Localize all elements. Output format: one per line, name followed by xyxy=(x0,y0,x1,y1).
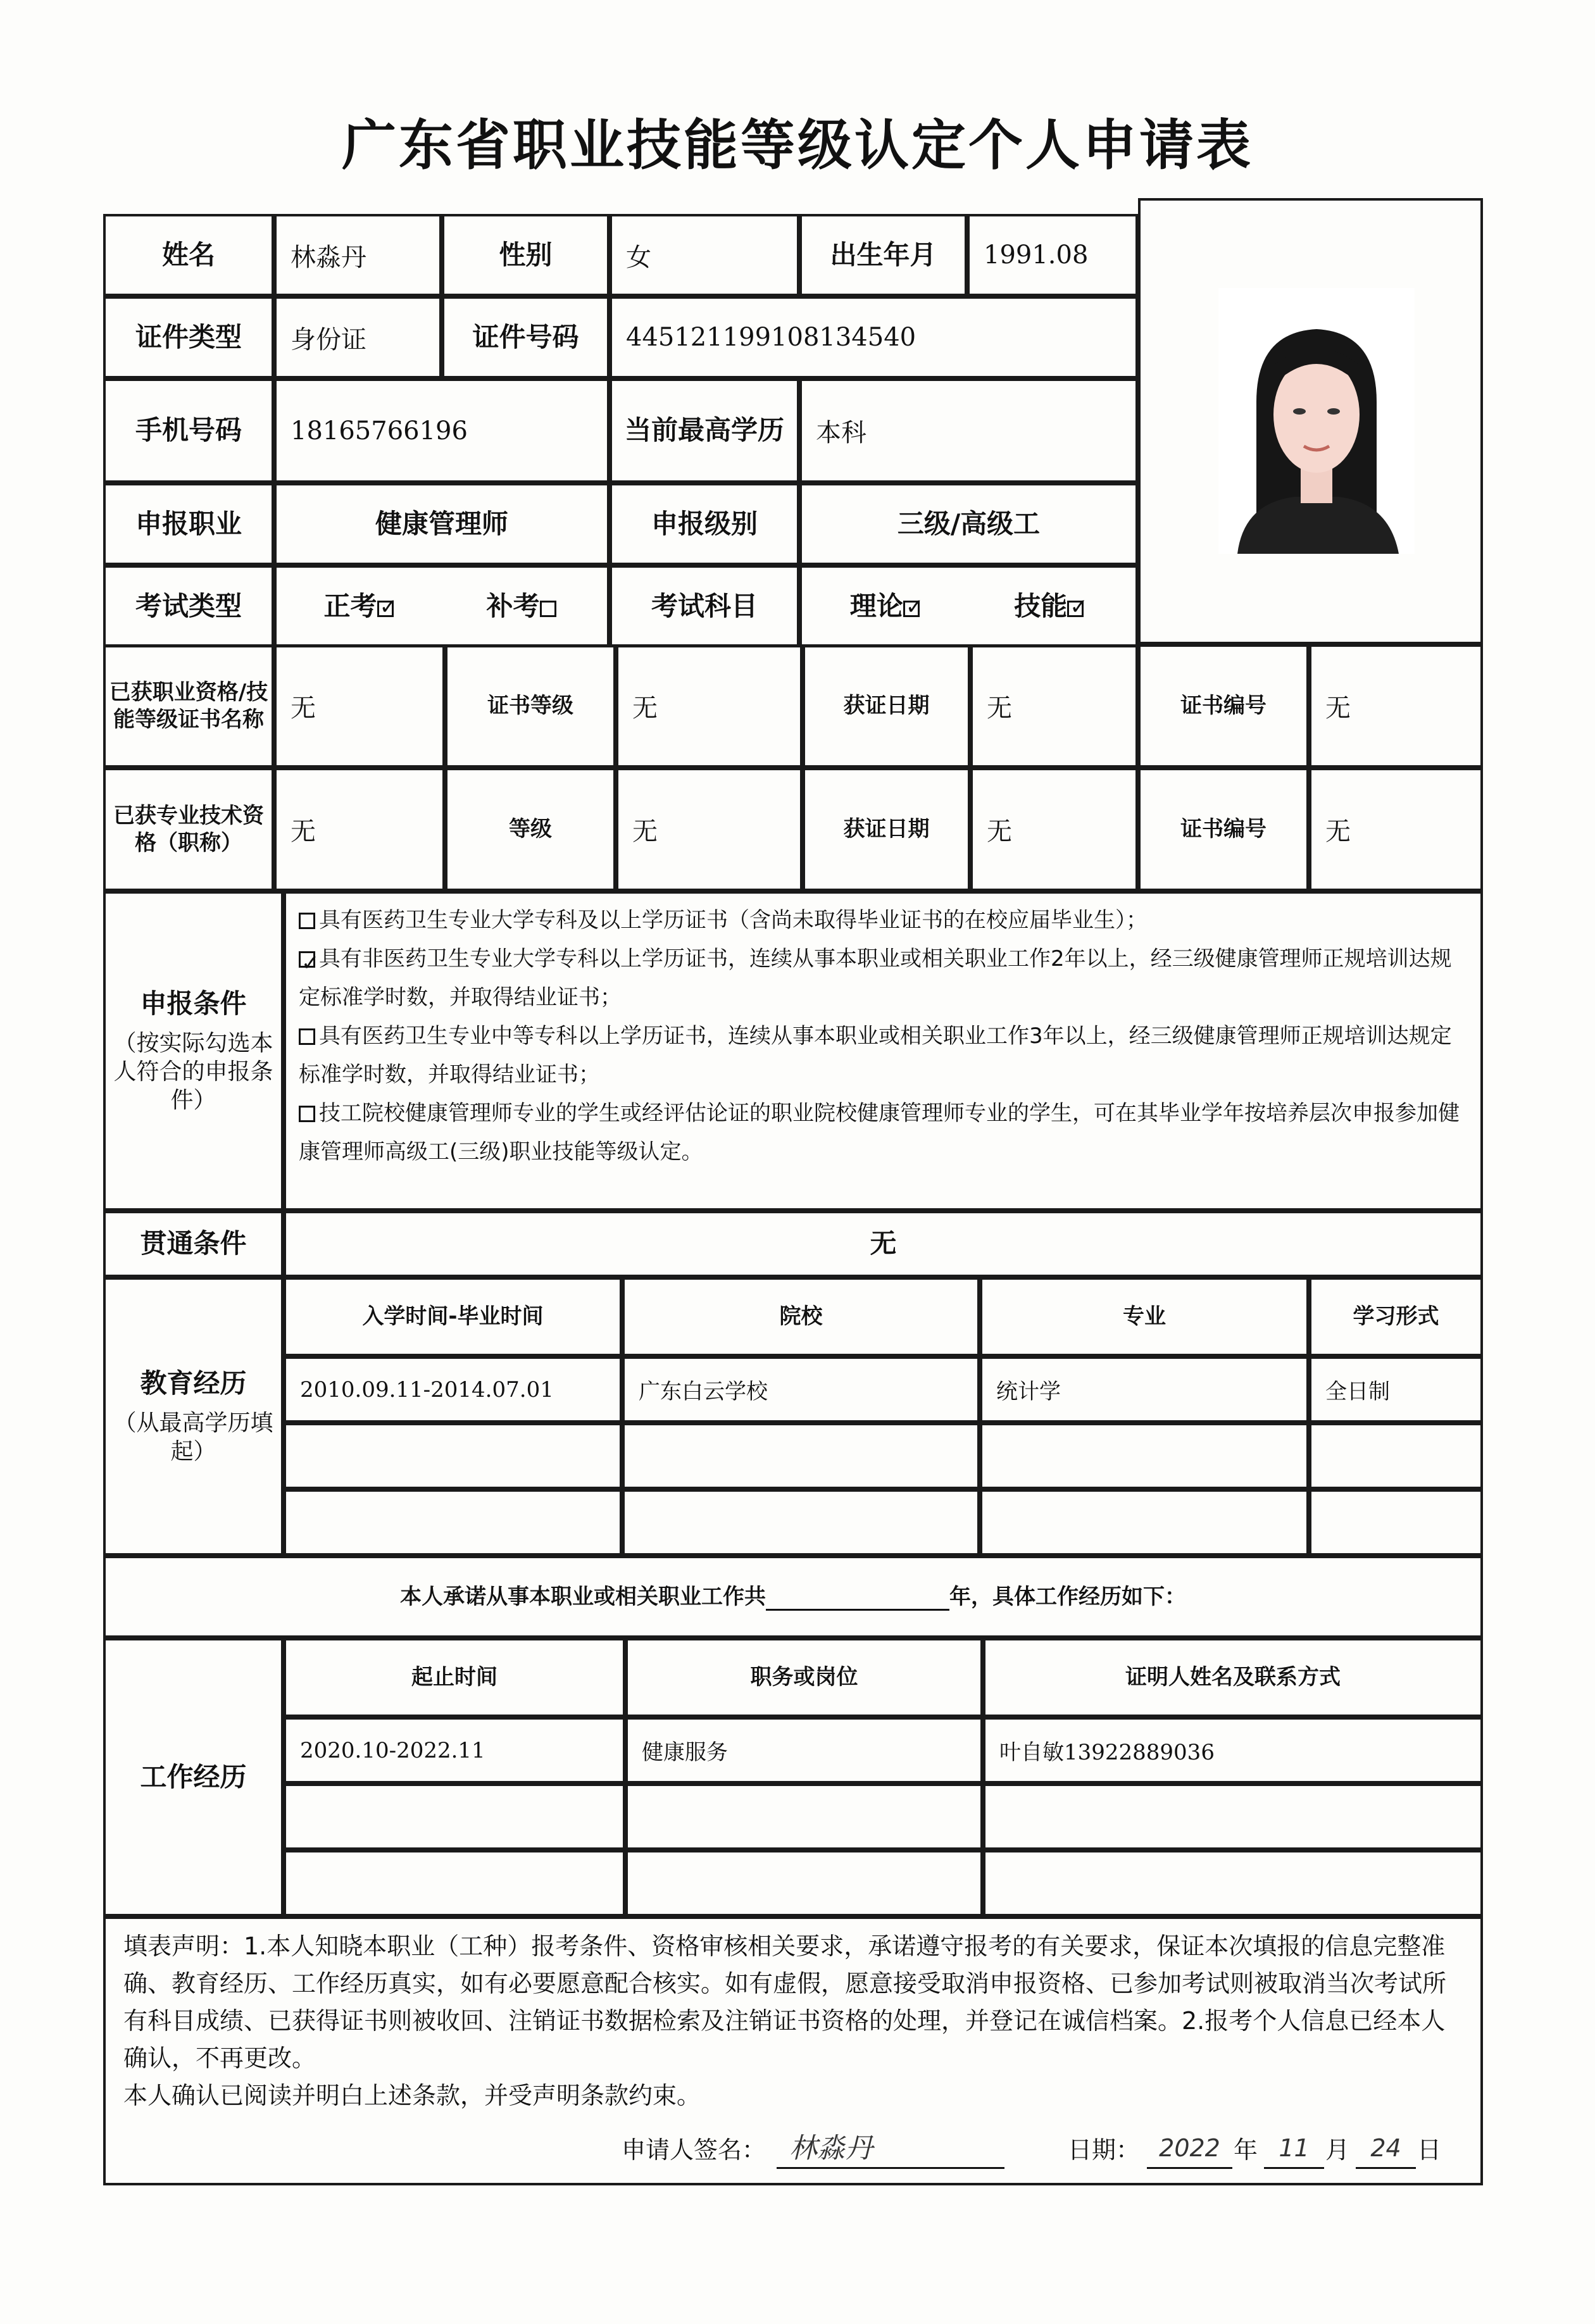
date-year[interactable]: 2022 xyxy=(1147,2130,1232,2169)
work-cell: 叶自敏13922889036 xyxy=(983,1717,1483,1784)
declaration-text: 填表声明：1.本人知晓本职业（工种）报考条件、资格审核相关要求，承诺遵守报考的有关要求，保证本次填报的信息完整准确、教育经历、工作经历真实，如有必要愿意配合核实。如有虚假，愿意接受取消申报资格、已参加考试则被取消当次考试所有科目成绩、已获得证书则被收回、注销证书数据检索及注销证书资格的处理，并登记在诚信档案。2.报考个人信息已经本人确认，不再更改。 xyxy=(123,1932,1447,2072)
education-history-label-cell xyxy=(103,1277,284,1556)
education-label: 当前最高学历 xyxy=(610,378,799,483)
work-cell xyxy=(983,1784,1483,1850)
edu-cell xyxy=(284,1489,622,1556)
level-label: 申报级别 xyxy=(610,483,799,565)
conditions-note: （按实际勾选本人符合的申报条件） xyxy=(113,1030,273,1114)
level-value: 三级/高级工 xyxy=(799,483,1138,565)
phone-label: 手机号码 xyxy=(103,378,274,483)
work-cell xyxy=(625,1850,983,1916)
date-month-unit: 月 xyxy=(1325,2136,1350,2164)
work-header-position: 职务或岗位 xyxy=(625,1638,983,1717)
education-value: 本科 xyxy=(799,378,1138,483)
exam-type-makeup[interactable]: 补考 xyxy=(486,590,560,623)
cert-name-value: 无 xyxy=(274,644,445,768)
work-cell xyxy=(284,1784,625,1850)
prof-level-label: 等级 xyxy=(445,768,616,891)
education-history-note: （从最高学历填起） xyxy=(113,1410,273,1465)
subject-options xyxy=(799,565,1138,647)
prof-level-value: 无 xyxy=(616,768,803,891)
signature-label: 申请人签名： xyxy=(622,2136,766,2164)
edu-cell xyxy=(622,1423,980,1489)
gender-label: 性别 xyxy=(442,214,610,296)
name-value: 林淼丹 xyxy=(274,214,442,296)
declaration-box xyxy=(103,1916,1483,2185)
checkbox-checked-icon[interactable] xyxy=(299,951,315,968)
prof-date-label: 获证日期 xyxy=(803,768,970,891)
prof-date-value: 无 xyxy=(970,768,1138,891)
cert-level-value: 无 xyxy=(616,644,803,768)
condition-item[interactable]: 具有医药卫生专业中等专科以上学历证书，连续从事本职业或相关职业工作3年以上，经三级健康管理师正规培训达规定标准学时数，并取得结业证书； xyxy=(299,1023,1452,1087)
applicant-signature[interactable]: 林淼丹 xyxy=(777,2130,1004,2169)
declaration-confirm: 本人确认已阅读并明白上述条款，并受声明条款约束。 xyxy=(123,2082,701,2109)
prof-title-label: 已获专业技术资格（职称） xyxy=(103,768,274,891)
commitment-prefix: 本人承诺从事本职业或相关职业工作共 xyxy=(400,1584,766,1609)
form-title: 广东省职业技能等级认定个人申请表 xyxy=(342,114,1253,177)
occupation-value: 健康管理师 xyxy=(274,483,610,565)
birth-label: 出生年月 xyxy=(799,214,967,296)
checkbox-empty-icon[interactable] xyxy=(540,601,556,617)
id-type-label: 证件类型 xyxy=(103,296,274,378)
date-month[interactable]: 11 xyxy=(1264,2130,1324,2169)
edu-header-major: 专业 xyxy=(980,1277,1309,1356)
edu-cell xyxy=(1309,1423,1483,1489)
work-cell: 健康服务 xyxy=(625,1717,983,1784)
work-cell: 2020.10-2022.11 xyxy=(284,1717,625,1784)
edu-header-mode: 学习形式 xyxy=(1309,1277,1483,1356)
id-type-value: 身份证 xyxy=(274,296,442,378)
work-commitment xyxy=(103,1556,1483,1638)
subject-theory[interactable]: 理论✓ xyxy=(850,590,923,623)
commitment-suffix: 年，具体工作经历如下： xyxy=(949,1584,1186,1609)
conditions-label-cell xyxy=(103,891,284,1211)
checkbox-empty-icon[interactable] xyxy=(299,1106,315,1122)
education-history-title: 教育经历 xyxy=(140,1367,247,1399)
work-header-reference: 证明人姓名及联系方式 xyxy=(983,1638,1483,1717)
date-day[interactable]: 24 xyxy=(1356,2130,1416,2169)
birth-value: 1991.08 xyxy=(967,214,1138,296)
edu-cell: 广东白云学校 xyxy=(622,1356,980,1423)
cert-number-label: 证书编号 xyxy=(1138,644,1309,768)
date-year-unit: 年 xyxy=(1234,2136,1258,2164)
exam-type-options xyxy=(274,565,610,647)
edu-cell: 统计学 xyxy=(980,1356,1309,1423)
name-label: 姓名 xyxy=(103,214,274,296)
id-number-value: 445121199108134540 xyxy=(610,296,1138,378)
edu-cell: 全日制 xyxy=(1309,1356,1483,1423)
checkbox-empty-icon[interactable] xyxy=(299,1028,315,1045)
checkbox-checked-icon[interactable] xyxy=(377,601,394,617)
date-label: 日期： xyxy=(1068,2136,1141,2164)
exam-type-label: 考试类型 xyxy=(103,565,274,647)
edu-cell xyxy=(980,1489,1309,1556)
applicant-photo xyxy=(1218,288,1415,554)
checkbox-empty-icon[interactable] xyxy=(299,913,315,929)
edu-cell: 2010.09.11-2014.07.01 xyxy=(284,1356,622,1423)
phone-value: 18165766196 xyxy=(274,378,610,483)
checkbox-checked-icon[interactable] xyxy=(1067,601,1084,617)
condition-item[interactable]: ✓具有非医药卫生专业大学专科以上学历证书，连续从事本职业或相关职业工作2年以上，经三级健康管理师正规培训达规定标准学时数，并取得结业证书； xyxy=(299,940,1468,1017)
occupation-label: 申报职业 xyxy=(103,483,274,565)
pass-conditions-label: 贯通条件 xyxy=(103,1211,284,1277)
edu-cell xyxy=(622,1489,980,1556)
commitment-years-blank[interactable] xyxy=(766,1584,949,1611)
exam-type-regular[interactable]: 正考✓ xyxy=(323,590,397,623)
conditions-list xyxy=(284,891,1483,1211)
cert-date-value: 无 xyxy=(970,644,1138,768)
cert-name-label: 已获职业资格/技能等级证书名称 xyxy=(103,644,274,768)
subjects-label: 考试科目 xyxy=(610,565,799,647)
edu-cell xyxy=(284,1423,622,1489)
pass-conditions-value: 无 xyxy=(284,1211,1483,1277)
checkbox-checked-icon[interactable] xyxy=(903,601,920,617)
condition-item[interactable]: 技工院校健康管理师专业的学生或经评估论证的职业院校健康管理师专业的学生，可在其毕业学年按培养层次申报参加健康管理师高级工(三级)职业技能等级认定。 xyxy=(299,1101,1460,1165)
cert-number-value: 无 xyxy=(1309,644,1483,768)
work-cell xyxy=(625,1784,983,1850)
cert-level-label: 证书等级 xyxy=(445,644,616,768)
prof-number-value: 无 xyxy=(1309,768,1483,891)
edu-header-school: 院校 xyxy=(622,1277,980,1356)
subject-skill[interactable]: 技能✓ xyxy=(1014,590,1087,623)
date-day-unit: 日 xyxy=(1417,2136,1442,2164)
work-cell xyxy=(284,1850,625,1916)
edu-cell xyxy=(980,1423,1309,1489)
work-history-label: 工作经历 xyxy=(103,1638,284,1916)
prof-number-label: 证书编号 xyxy=(1138,768,1309,891)
edu-cell xyxy=(1309,1489,1483,1556)
cert-date-label: 获证日期 xyxy=(803,644,970,768)
conditions-title: 申报条件 xyxy=(140,987,247,1019)
gender-value: 女 xyxy=(610,214,799,296)
prof-title-value: 无 xyxy=(274,768,445,891)
id-number-label: 证件号码 xyxy=(442,296,610,378)
edu-header-period: 入学时间-毕业时间 xyxy=(284,1277,622,1356)
condition-item[interactable]: 具有医药卫生专业大学专科及以上学历证书（含尚未取得毕业证书的在校应届毕业生）； xyxy=(299,901,1468,940)
work-header-period: 起止时间 xyxy=(284,1638,625,1717)
work-cell xyxy=(983,1850,1483,1916)
